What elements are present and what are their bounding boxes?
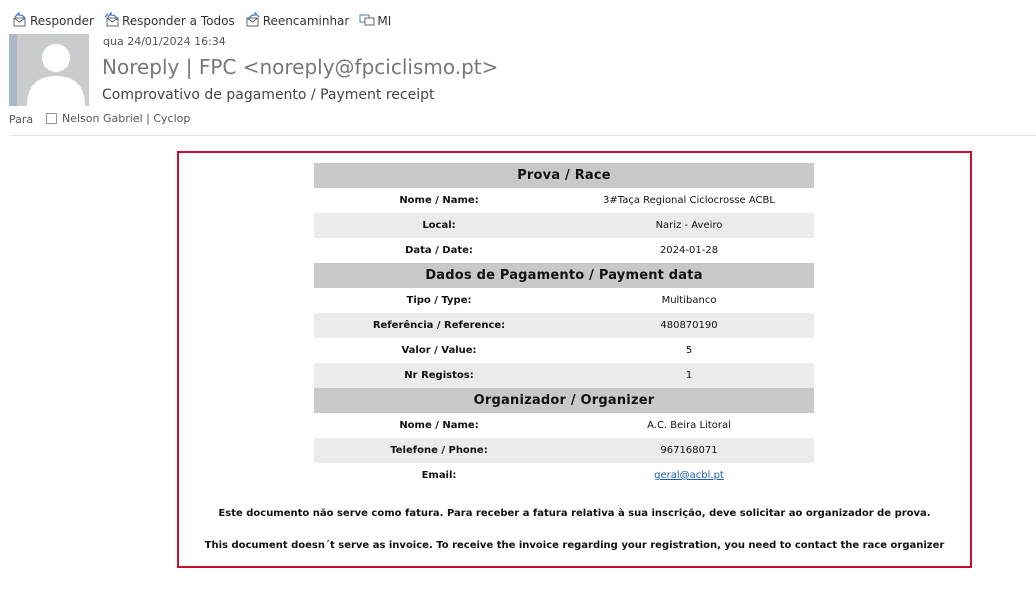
recipient[interactable] [46,112,190,125]
reply-all-icon [104,12,122,31]
payment-header: Dados de Pagamento / Payment data [314,263,814,288]
organizer-email-label: Email: [421,470,457,481]
organizer-name-label: Nome / Name: [399,420,479,431]
race-location-label: Local: [314,213,564,238]
organizer-name-value: A.C. Beira Litoral [647,420,731,431]
forward-label: Reencaminhar [262,14,350,28]
race-name-value: 3#Taça Regional Ciclocrosse ACBL [603,195,775,206]
reply-icon [12,12,30,31]
race-date-label: Data / Date: [405,245,473,256]
race-name-label: Nome / Name: [399,195,479,206]
payment-reference-label: Referência / Reference: [314,313,564,338]
recipient-checkbox-icon [46,113,57,124]
race-location-value: Nariz - Aveiro [564,213,814,238]
message-date: qua 24/01/2024 16:34 [103,35,226,48]
message-subject: Comprovativo de pagamento / Payment receipt [102,87,435,103]
note-portuguese: Este documento não serve como fatura. Para receber a fatura relativa à sua inscrição, deve solicitar ao organizador de prova. [218,508,931,519]
payment-reference-value: 480870190 [564,313,814,338]
header-divider [9,135,1036,136]
payment-value-value: 5 [685,345,693,356]
reply-all-button[interactable] [104,12,235,31]
note-english: This document doesn´t serve as invoice. To receive the invoice regarding your registration, you need to contact the race organizer [204,540,945,551]
receipt-table [314,163,814,488]
message-toolbar [12,11,401,31]
forward-icon [245,12,263,31]
message-sender[interactable]: Noreply | FPC <noreply@fpciclismo.pt> [102,55,499,79]
person-icon [9,34,89,106]
chat-icon [359,12,377,31]
receipt-frame [177,151,972,568]
registrations-value: 1 [564,363,814,388]
reply-all-label: Responder a Todos [121,14,235,28]
race-date-value: 2024-01-28 [659,245,719,256]
payment-type-value: Multibanco [661,295,717,306]
to-label: Para [9,113,34,126]
reply-label: Responder [30,14,94,28]
im-button[interactable] [359,12,391,31]
organizer-email-link[interactable]: geral@acbl.pt [654,470,724,481]
payment-value-label: Valor / Value: [401,345,477,356]
registrations-label: Nr Registos: [314,363,564,388]
organizer-header: Organizador / Organizer [314,388,814,413]
forward-button[interactable] [245,12,350,31]
organizer-phone-value: 967168071 [564,438,814,463]
sender-avatar [9,34,89,106]
im-label: MI [377,14,392,28]
organizer-phone-label: Telefone / Phone: [314,438,564,463]
race-header: Prova / Race [314,163,814,188]
reply-button[interactable] [12,12,94,31]
payment-type-label: Tipo / Type: [406,295,472,306]
recipient-name: Nelson Gabriel | Cyclop [62,112,191,125]
